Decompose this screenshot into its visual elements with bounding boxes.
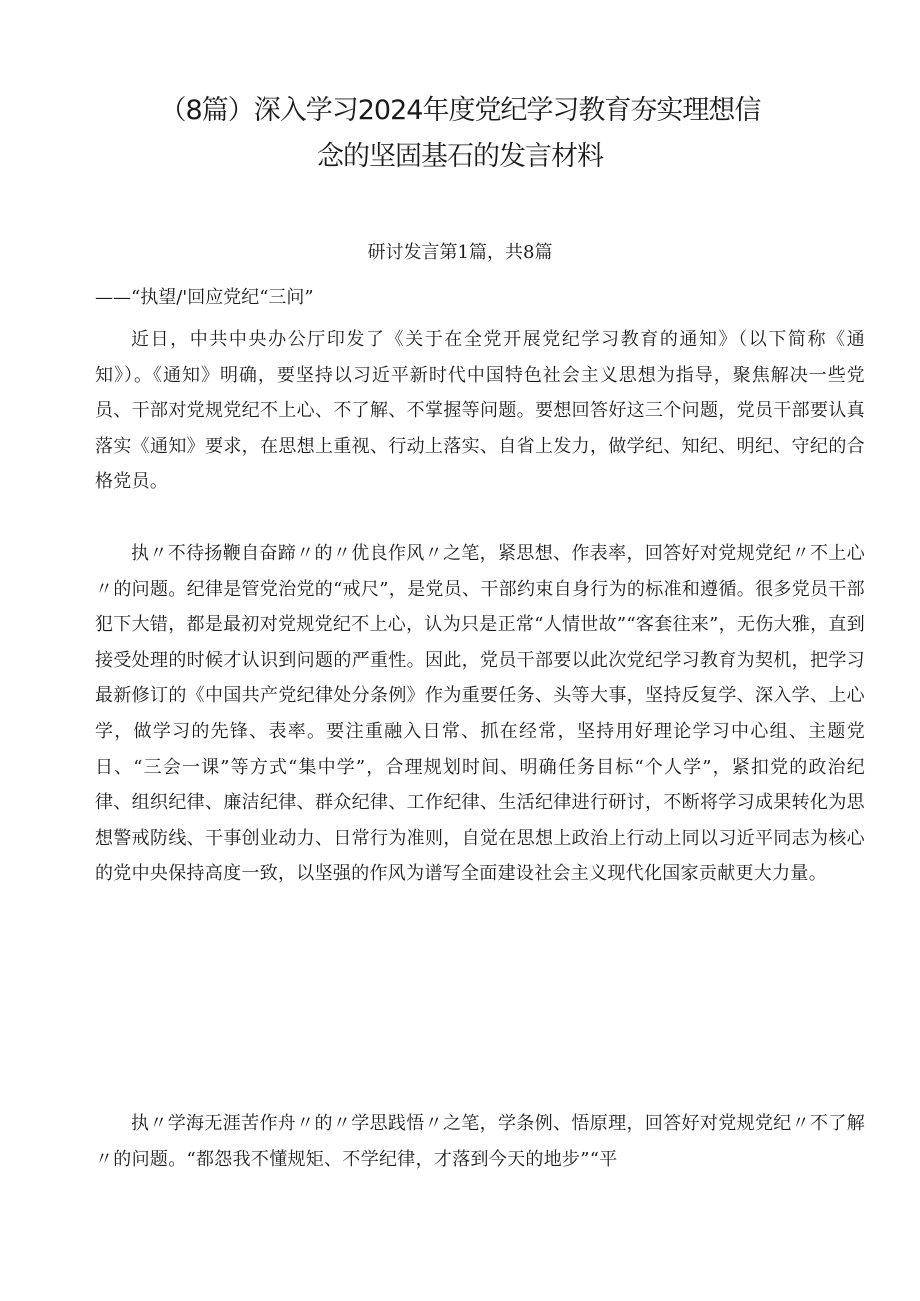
paragraph: 近日，中共中央办公厅印发了《关于在全党开展党纪学习教育的通知》（以下简称《通知》）。《通知》明确，要坚持以习近平新时代中国特色社会主义思想为指导，聚焦解决一些党员、干部对党规党纪不上心、不了解、不掌握等问题。要想回答好这三个问题，党员干部要认真落实《通知》要求，在思想上重视、行动上落实、自省上发力，做学纪、知纪、明纪、守纪的合格党员。 [95,329,865,493]
document-title [0,88,920,180]
section-subtitle: 研讨发言第1篇，共8篇 [367,242,553,263]
title-line-1: （8篇）深入学习2024年度党纪学习教育夯实理想信 [159,95,761,126]
section-tagline: ——“执望/'回应党纪“三问” [95,287,314,308]
title-line-2: 念的坚固基石的发言材料 [317,141,603,172]
paragraph: 执〃学海无涯苦作舟〃的〃学思践悟〃之笔，学条例、悟原理，回答好对党规党纪〃不了解〃的问题。“都怨我不懂规矩、不学纪律，才落到今天的地步”“平 [95,1113,865,1170]
paragraph: 执〃不待扬鞭自奋蹄〃的〃优良作风〃之笔，紧思想、作表率，回答好对党规党纪〃不上心〃的问题。纪律是管党治党的“戒尺”，是党员、干部约束自身行为的标准和遵循。很多党员干部犯下大错，都是最初对党规党纪不上心，认为只是正常“人情世故”“客套往来”，无伤大雅，直到接受处理的时候才认识到问题的严重性。因此，党员干部要以此次党纪学习教育为契机，把学习最新修订的《中国共产党纪律处分条例》作为重要任务、头等大事，坚持反复学、深入学、上心学，做学习的先锋、表率。要注重融入日常、抓在经常，坚持用好理论学习中心组、主题党日、“三会一课”等方式“集中学”，合理规划时间、明确任务目标“个人学”，紧扣党的政治纪律、组织纪律、廉洁纪律、群众纪律、工作纪律、生活纪律进行研讨，不断将学习成果转化为思想警戒防线、干事创业动力、日常行为准则，自觉在思想上政治上行动上同以习近平同志为核心的党中央保持高度一致，以坚强的作风为谱写全面建设社会主义现代化国家贡献更大力量。 [95,543,866,885]
